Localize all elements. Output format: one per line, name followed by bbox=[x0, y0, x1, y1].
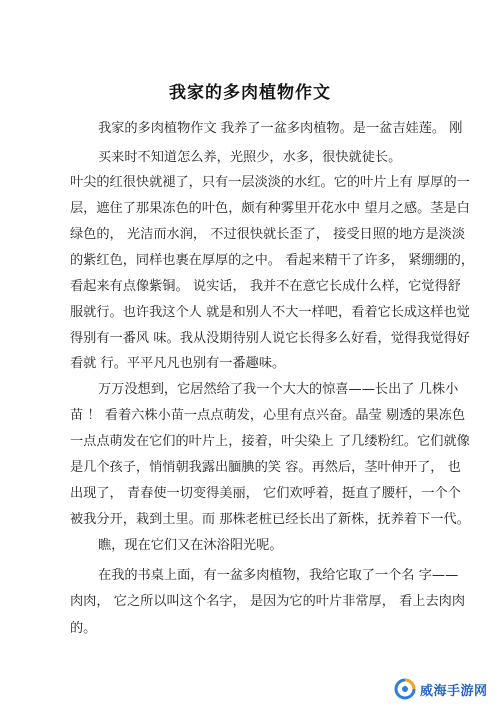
text-line: 肉肉， 它之所以叫这个名字， 是因为它的叶片非常厚， 看上去肉肉 bbox=[70, 594, 466, 609]
text-line: 在我的书桌上面，有一盆多肉植物，我给它取了一个名 字—— bbox=[98, 568, 459, 583]
text-line: 得别有一番风 味。我从没期待别人说它长得多么好看，觉得我觉得好 bbox=[70, 331, 470, 346]
text-line: 层，遮住了那果冻色的叶色，颇有种雾里开花水中 望月之感。茎是白 bbox=[70, 201, 470, 216]
text-line: 的。 bbox=[70, 621, 97, 636]
text-line: 的紫红色，同样也裹在厚厚的之中。 看起来精干了许多， 紧绷绷的， bbox=[70, 253, 475, 268]
text-line: 叶尖的红很快就褪了，只有一层淡淡的水红。它的叶片上有 厚厚的一 bbox=[70, 175, 470, 190]
text-line: 出现了， 青春使一切变得美丽， 它们欢呼着，挺直了腰杆，一个个 bbox=[70, 486, 461, 501]
text-line: 一点点萌发在它们的叶片上，接着，叶尖染上 了几缕粉红。它们就像 bbox=[70, 434, 470, 449]
site-watermark bbox=[392, 676, 494, 702]
text-line: 看起来有点像紫铜。 说实话， 我并不在意它长成什么样，它觉得舒 bbox=[70, 279, 461, 294]
text-line: 苗 ！ 看着六株小苗一点点萌发，心里有点兴奋。晶莹 剔透的果冻色 bbox=[70, 408, 466, 423]
text-line: 瞧，现在它们又在沐浴阳光呢。 bbox=[98, 538, 283, 553]
text-line: 绿色的， 光洁而水润， 不过很快就长歪了， 接受日照的地方是淡淡 bbox=[70, 227, 466, 242]
text-line: 万万没想到，它居然给了我一个大大的惊喜——长出了 几株小 bbox=[98, 382, 459, 397]
text-line: 是几个孩子，悄悄朝我露出腼腆的笑 容。再然后，茎叶伸开了， 也 bbox=[70, 460, 461, 475]
site-logo-icon bbox=[394, 678, 416, 700]
text-line: 看就 行。平平凡凡也别有一番趣味。 bbox=[70, 356, 286, 371]
text-line: 我家的多肉植物作文 我养了一盆多肉植物。是一盆吉娃莲。 刚 bbox=[98, 121, 463, 136]
document-title: 我家的多肉植物作文 bbox=[169, 83, 331, 103]
text-line: 买来时不知道怎么养，光照少，水多，很快就徒长。 bbox=[98, 150, 402, 165]
watermark-text: 威海手游网 bbox=[420, 683, 488, 699]
text-line: 被我分开，栽到土里。而 那株老桩已经长出了新株，抚养着下一代。 bbox=[70, 512, 470, 527]
text-line: 服就行。也许我这个人 就是和别人不大一样吧，看着它长成这样也觉 bbox=[70, 305, 470, 320]
